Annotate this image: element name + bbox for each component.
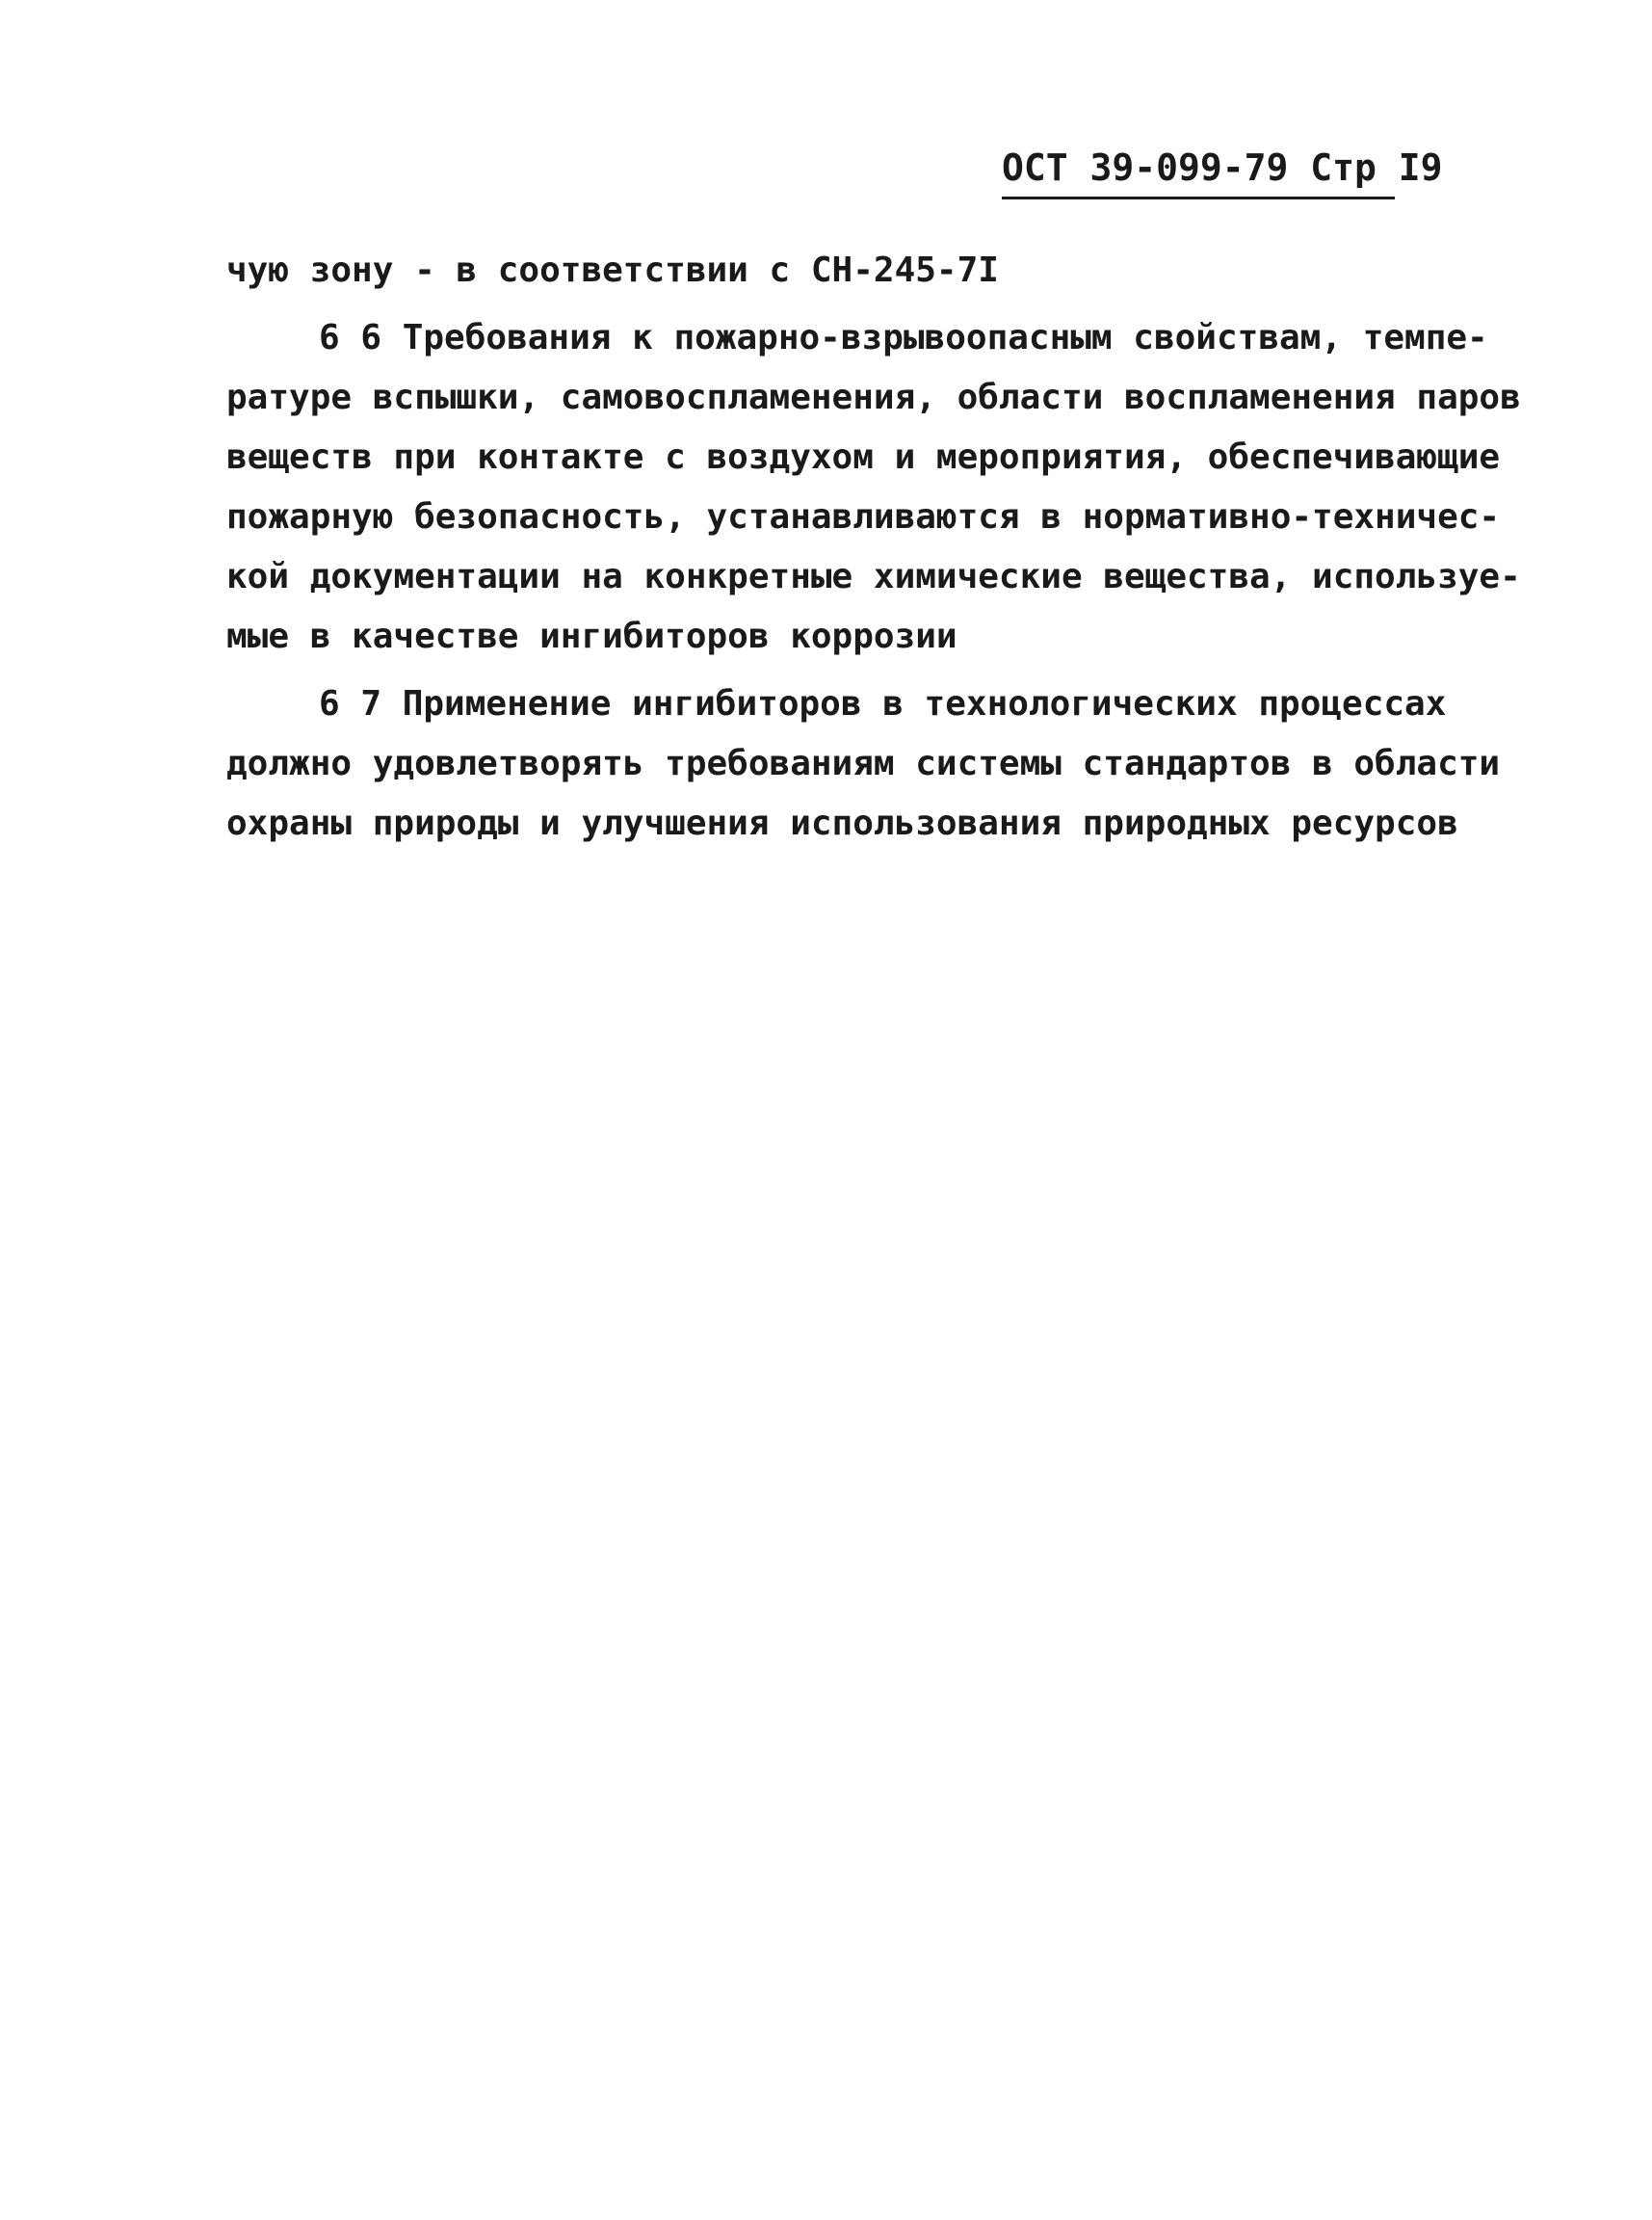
- paragraph-6-6-line: ратуре вспышки, самовоспламенения, области воспламенения паров: [226, 378, 1521, 417]
- header-underline: [1002, 197, 1395, 199]
- paragraph-6-7-line: охраны природы и улучшения использования природных ресурсов: [226, 804, 1458, 843]
- paragraph-6-7-line: должно удовлетворять требованиям системы стандартов в области: [226, 744, 1501, 783]
- paragraph-6-6-line: мые в качестве ингибиторов коррозии: [226, 617, 957, 656]
- paragraph-6-6-line: пожарную безопасность, устанавливаются в нормативно-техничес-: [226, 497, 1501, 537]
- paragraph-6-6-line: кой документации на конкретные химические вещества, используе-: [226, 557, 1521, 596]
- text-line: чую зону - в соответствии с СН-245-7I: [226, 251, 999, 290]
- page-header: [1002, 145, 1443, 202]
- paragraph-6-6-line: веществ при контакте с воздухом и мероприятия, обеспечивающие: [226, 437, 1501, 477]
- document-reference: ОСТ 39-099-79 Стр I9: [1002, 146, 1443, 189]
- paragraph-6-6-line: 6 6 Требования к пожарно-взрывоопасным свойствам, темпе-: [319, 318, 1488, 357]
- document-body: [226, 241, 1521, 854]
- paragraph-6-7-line: 6 7 Применение ингибиторов в технологических процессах: [319, 684, 1447, 724]
